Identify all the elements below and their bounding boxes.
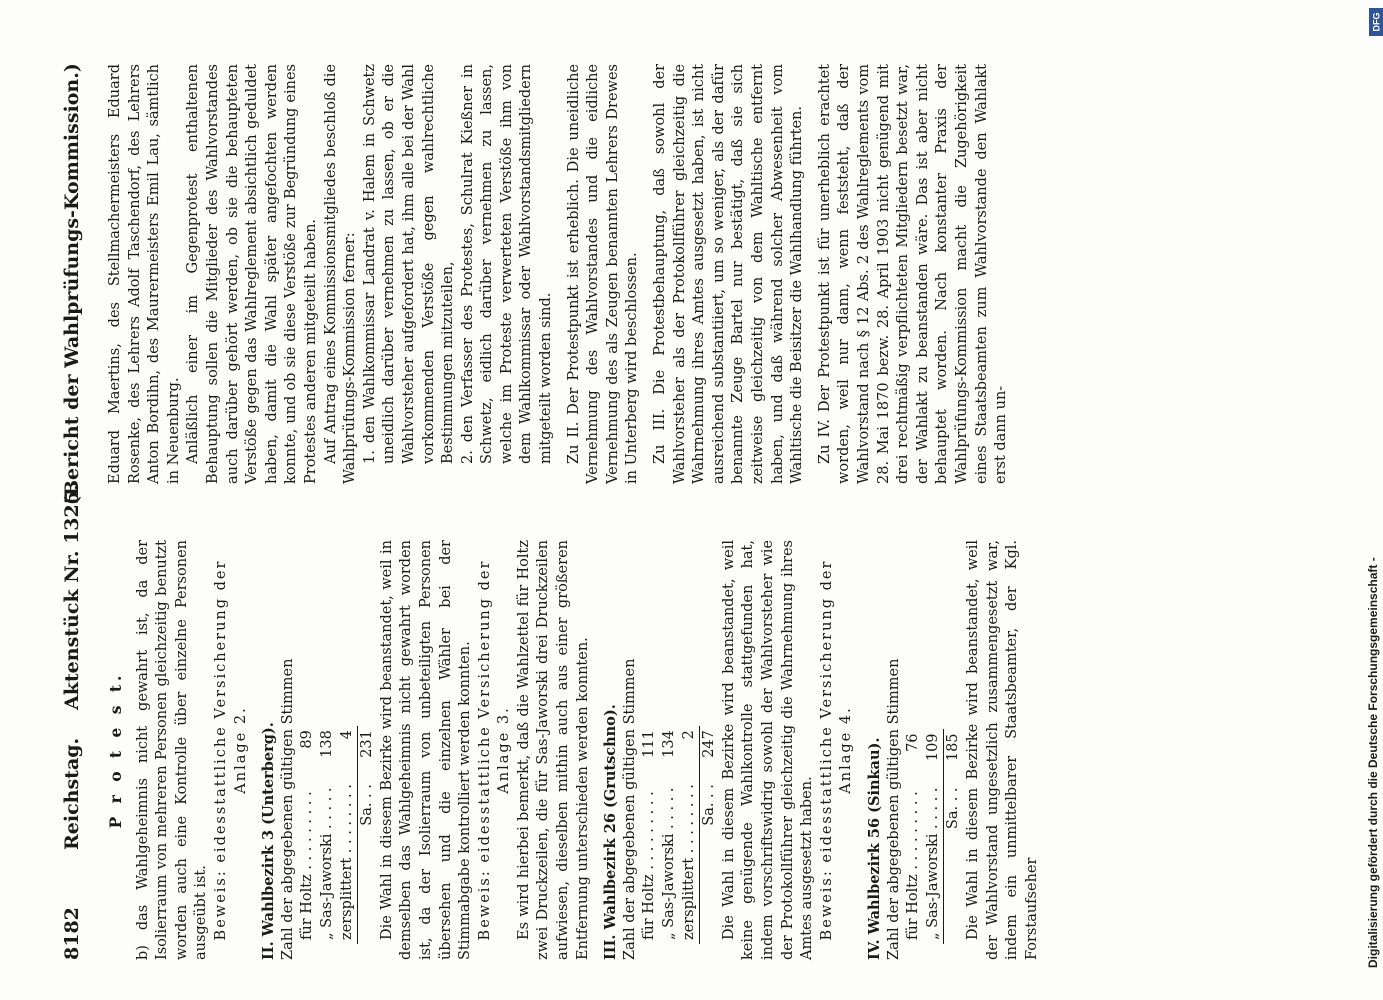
section-2-text: Die Wahl in diesem Bezirke wird beanstandet, weil in demselben das Wahlgeheimnis nicht gewahrt worden ist, da der Isolierraum von unbeteiligten Personen übersehen und die einzelnen Wähler bei der Stimmabgabe kontrolliert werden konnten. [378,540,474,960]
header-title: Aktenstück Nr. 1325. [61,484,83,710]
section-4-intro: Zahl der abgegebenen gültigen Stimmen [885,658,902,960]
left-column [106,540,1042,960]
vote-row: „ Sas-Jaworski . . . . . 134 [661,730,678,940]
section-2-remark: Es wird hierbei bemerkt, daß die Wahlzettel für Holtz zwei Druckzeilen, die für Sas-Jaworski drei Druckzeilen aufwiesen, dieselben mithin auch aus einer größeren Entfernung unterschieden werden konnten. [515,540,591,960]
page-number: 8182 [61,907,83,960]
zu-2-paragraph: Zu II. Der Protestpunkt ist erheblich. Die uneidliche Vernehmung des Wahlvorstandes und die eidliche Vernehmung des als Zeugen benannten Lehrers Drewes in Unterberg wird beschlossen. [565,64,641,484]
section-2-beweis: Beweis: eidesstattliche Versicherung der Anlage 3. [476,559,513,941]
vote-sum-row: Sa. . . 231 [358,726,378,944]
beweis-anlage-2: Beweis: eidesstattliche Versicherung der Anlage 2. [212,559,249,941]
vote-row: zersplittert . . . . . . . . 2 [680,730,697,940]
digitization-credit: Digitalisierung gefördert durch die Deutsche Forschungsgemeinschaft - [1366,557,1380,968]
section-4-heading: IV. Wahlbezirk 56 (Sinkau). [865,737,883,960]
antrag-paragraph: Auf Antrag eines Kommissionsmitgliedes beschloß die Wahlprüfungs-Kommission ferner: [322,64,359,484]
zu-3-paragraph: Zu III. Die Protestbehauptung, daß sowohl der Wahlvorsteher als der Protokollführer gleichzeitig die Wahrnehmung ihres Amtes ausgesetzt haben, ist nicht ausreichend substantiiert, um so weniger, als der dafür benannte Zeuge Bartel nur bestätigt, daß sie sich zeitweise gleichzeitig von dem Wahltische entfernt haben, und daß während solcher Abwesenheit vom Wahltische die Beisitzer die Wahlhandlung führten. [652,64,806,484]
section-4-text: Die Wahl in diesem Bezirke wird beanstandet, weil der Wahlvorstand ungesetzlich zusammengesetzt war, indem ein unmittelbarer Staatsbeamter, der Kgl. Forstaufseher [964,540,1040,960]
resolution-item-2: 2. den Verfasser des Protestes, Schulrat Kießner in Schwetz, eidlich darüber vernehmen zu lassen, welche im Proteste verwerteten Verstöße ihm von dem Wahlkommissar oder Wahlvorstandsmitgliedern mitgeteilt worden sind. [459,64,555,464]
vote-sum-row: Sa. . . 247 [700,726,720,944]
section-3-heading: III. Wahlbezirk 26 (Grutschno). [602,704,620,960]
dfg-logo: DFG [1369,8,1383,36]
vote-row: für Holtz . . . . . . . . . 76 [905,733,922,940]
section-2-intro: Zahl der abgegebenen gültigen Stimmen [279,658,296,960]
running-header [60,60,90,960]
header-left: Reichstag. [61,737,83,850]
header-subtitle: (Bericht der Wahlprüfungs-Kommission.) [61,63,83,505]
right-column [106,64,1012,484]
vote-row: zersplittert . . . . . . . . 4 [338,730,355,940]
vote-row: „ Sas-Jaworski . . . . . 138 [318,730,335,940]
section-2-heading: II. Wahlbezirk 3 (Unterberg). [260,722,278,960]
section-2-votes [298,726,377,944]
vote-row: für Holtz . . . . . . . . . 89 [299,730,316,940]
vote-row: für Holtz . . . . . . . . . 111 [641,730,658,940]
section-3-beweis: Beweis: eidesstattliche Versicherung der Anlage 4. [818,559,855,941]
section-3-intro: Zahl der abgegebenen gültigen Stimmen [621,658,638,960]
rotated-scan-page [60,60,1040,960]
witness-list: Eduard Maertins, des Stellmachermeisters Eduard Rosenke, des Lehrers Adolf Taschendorf, des Lehrers Anton Bordihn, des Maurermeisters Emil Lau, sämtlich in Neuenburg. [107,64,182,484]
resolution-item-1: 1. den Wahlkommissar Landrat v. Halem in Schwetz uneidlich darüber vernehmen zu lassen, ob er die Wahlvorsteher aufgefordert hat, ihm alle bei der Wahl vorkommenden Verstöße gegen wahlrechtliche Bestimmungen mitzuteilen, [361,64,457,464]
vote-row: „ Sas-Jaworski . . . . . 109 [924,733,941,940]
vote-sum-row: Sa. . . 185 [944,729,964,944]
section-4-votes [904,729,964,944]
item-b: b) das Wahlgeheimnis nicht gewahrt ist, da der Isolierraum von mehreren Personen gleichzeitig benutzt worden auch eine Kontrolle über einzelne Personen ausgeübt ist. [134,540,210,960]
section-3-text: Die Wahl in diesem Bezirke wird beanstandet, weil keine genügende Wahlkontrolle stattgefunden hat, indem vorschriftswidrig sowohl der Wahlvorsteher wie der Protokollführer gleichzeitig die Wahrnehmung ihres Amtes ausgesetzt haben. [720,540,816,960]
gegenprotest-paragraph: Anläßlich einer im Gegenprotest enthaltenen Behauptung sollen die Mitglieder des Wahlvorstandes auch darüber gehört werden, ob sie die behaupteten Verstöße gegen das Wahlreglement absichtlich geduldet haben, damit die Wahl später angefochten werden konnte, und ob sie diese Verstöße zur Begründung eines Protestes anderen mitgeteilt haben. [185,64,319,484]
section-3-votes [640,726,719,944]
zu-4-paragraph: Zu IV. Der Protestpunkt ist für unerheblich erachtet worden, weil nur dann, wenn feststeht, daß der Wahlvorstand nach § 12 Abs. 2 des Wahlreglements vom 28. Mai 1870 bezw. 28. April 1903 nicht genügend mit drei rechtmäßig verpflichteten Mitgliedern besetzt war, der Wahlakt zu beanstanden wäre. Das ist aber nicht behauptet worden. Nach konstanter Praxis der Wahlprüfungs-Kommission macht die Zugehörigkeit eines Staatsbeamten zum Wahlvorstande den Wahlakt erst dann un- [816,64,1010,484]
protest-heading: P r o t e s t. [106,671,125,829]
